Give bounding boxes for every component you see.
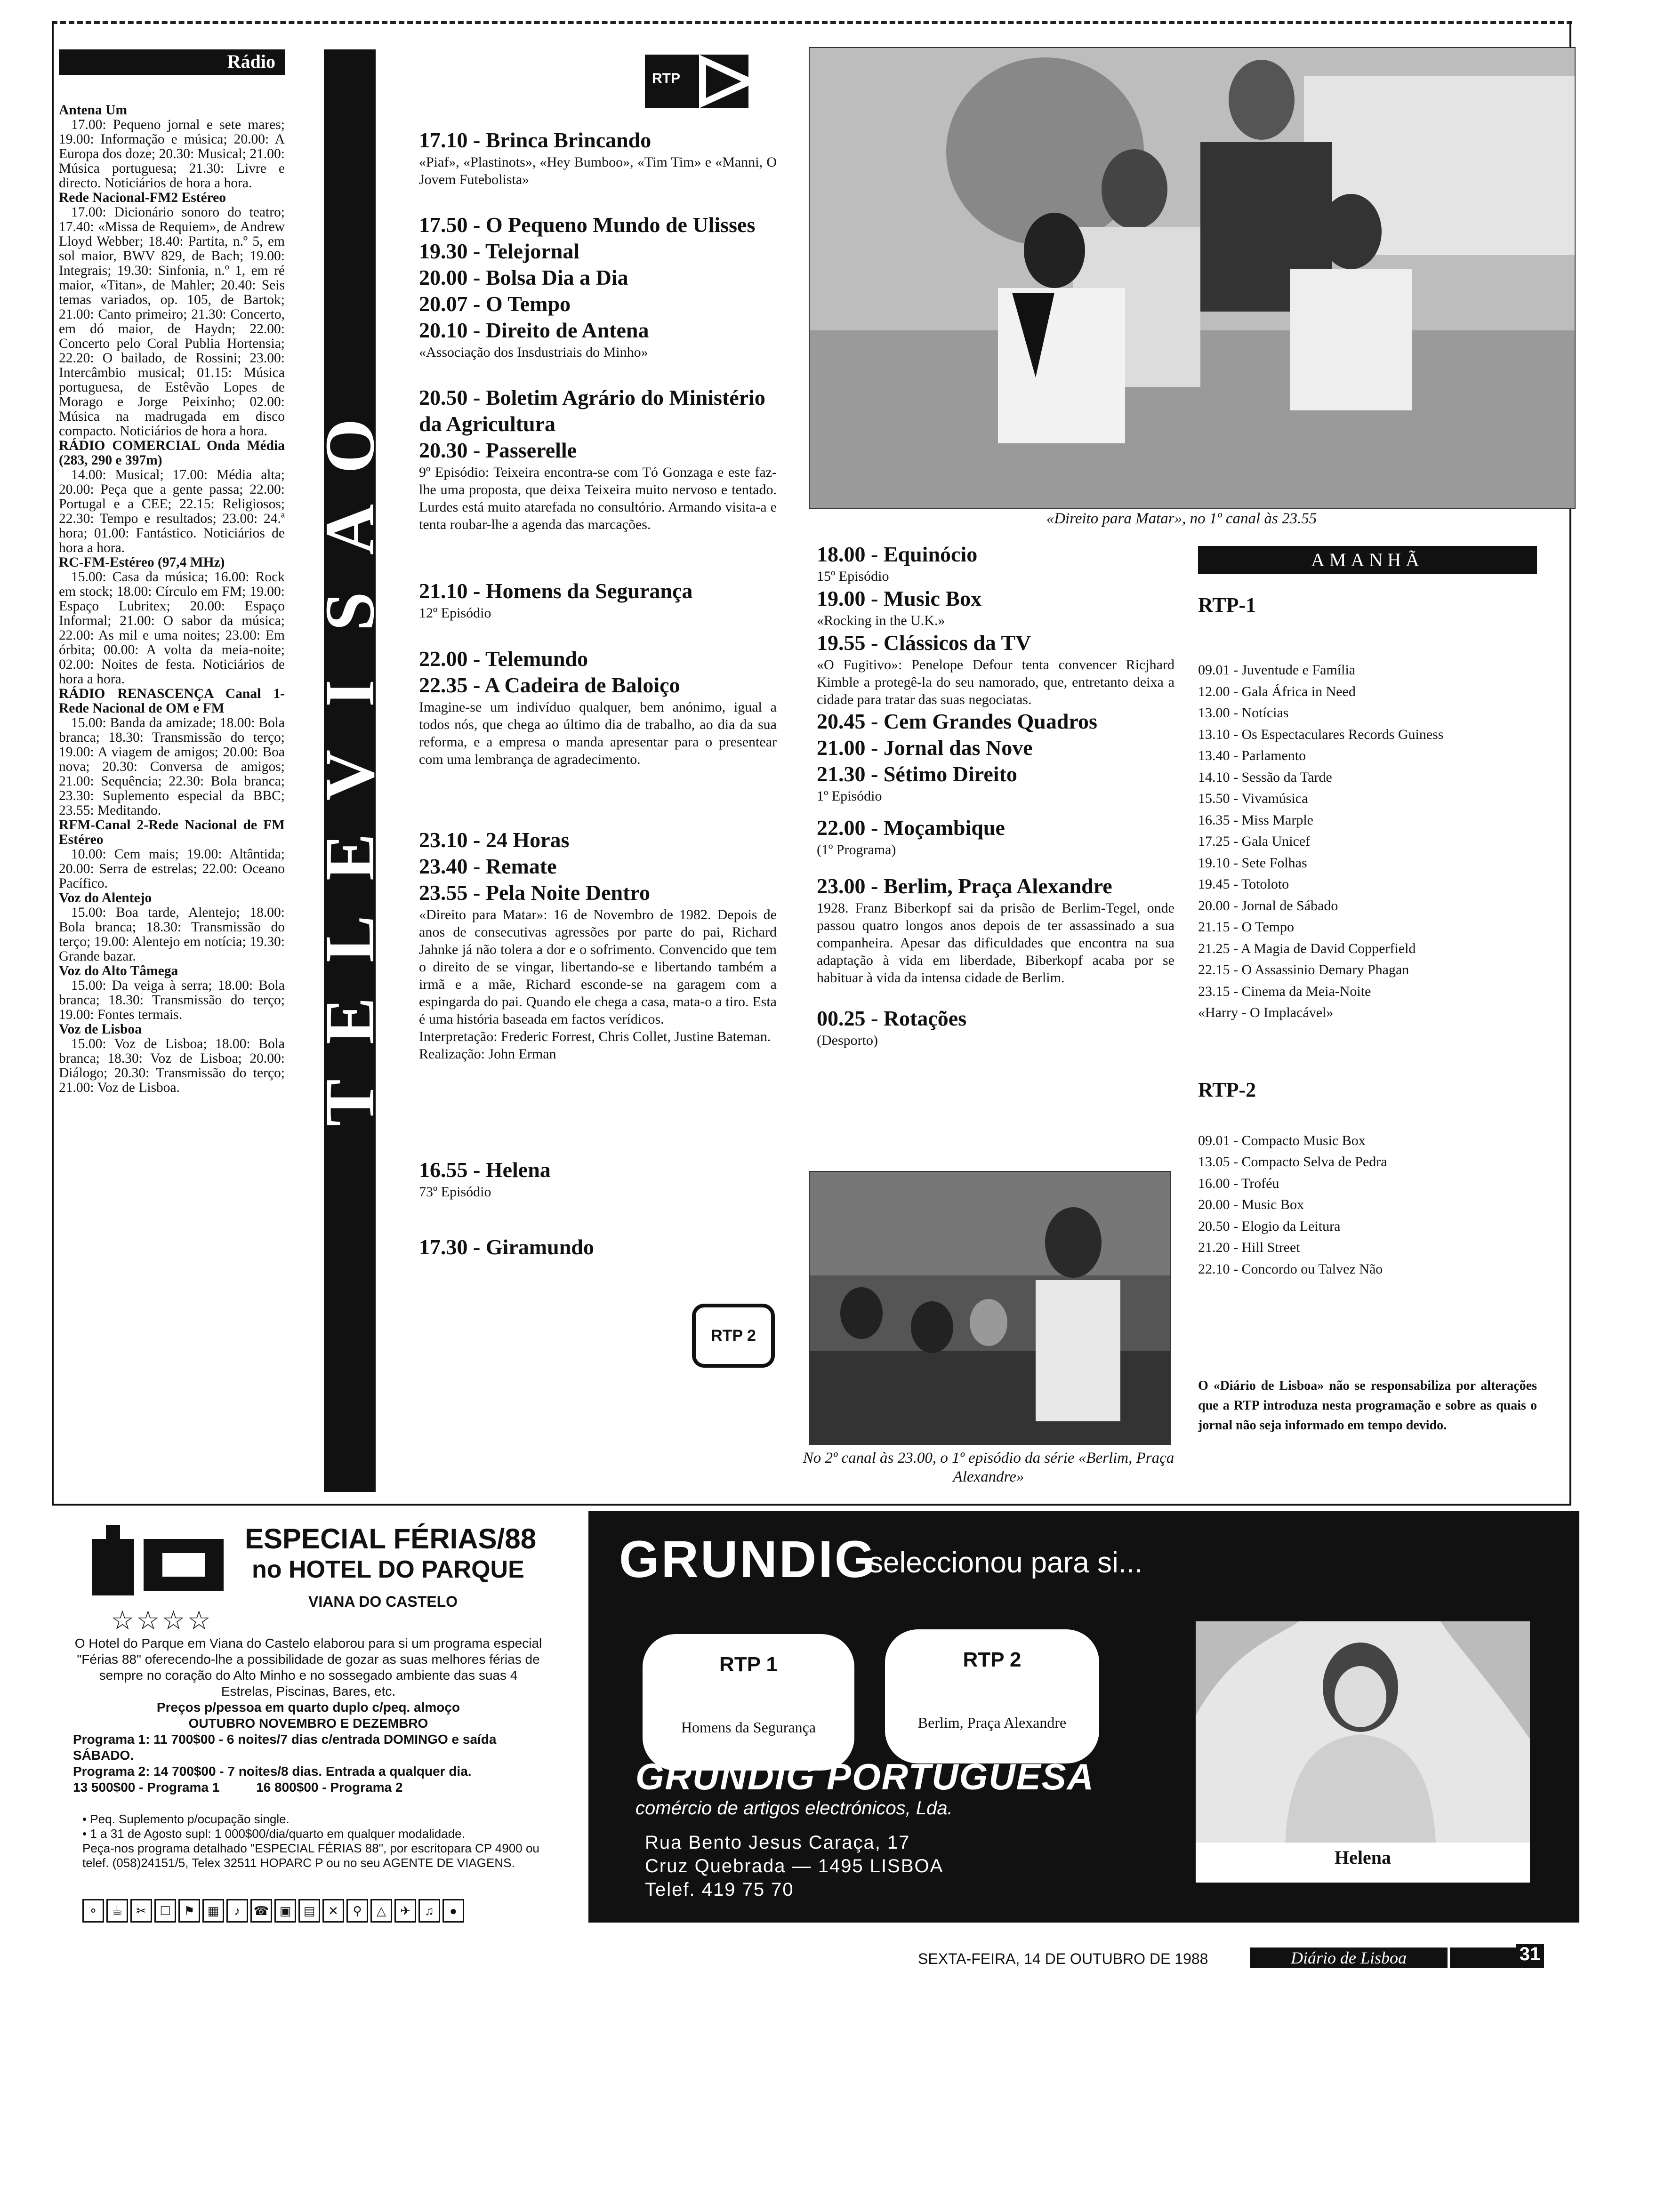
station-rc-fm: RC-FM-Estéreo (97,4 MHz) 15.00: Casa da música; 16.00: Rock em stock; 18.00: Círculo em FM; 19.00: Espaço Lubritex; 20.00: Espaço Informal; 21.00: O sabor da música; 22.00: As mil e uma noites; 23.00: Em órbita; 00.00: A volta da meia-noite; 02.00: Noites de festa. Noticiários de hora a hora.: [59, 555, 285, 687]
prog-homens-seguranca: 21.10 - Homens da Segurança: [419, 579, 693, 603]
prog-helena: 16.55 - Helena: [419, 1158, 551, 1182]
prog-rotacoes: 00.25 - Rotações: [817, 1006, 967, 1030]
prog-equinocio: 18.00 - Equinócio: [817, 542, 978, 566]
tv2-label: Berlim, Praça Alexandre: [917, 1714, 1067, 1731]
prog-boletim-agrario: 20.50 - Boletim Agrário do Ministério da Agricultura: [419, 385, 765, 436]
prog-setimo-direito: 21.30 - Sétimo Direito: [817, 762, 1017, 786]
tomorrow-list-item: 13.10 - Os Espectaculares Records Guiness: [1198, 726, 1444, 742]
banner-letter: V: [311, 749, 389, 801]
amenity-icon: ⚬: [82, 1899, 104, 1923]
radio-listings: [59, 103, 285, 1095]
hotel-parque-ad: [64, 1515, 548, 2024]
amenity-icon: ✕: [322, 1899, 344, 1923]
grundig-ad: [588, 1511, 1579, 1923]
prog-remate: 23.40 - Remate: [419, 854, 557, 878]
tomorrow-rtp1-list: [1198, 659, 1537, 1024]
footer-rule: [1450, 1948, 1516, 1968]
tomorrow-list-item: 12.00 - Gala África in Need: [1198, 683, 1356, 699]
prog-pequeno-mundo: 17.50 - O Pequeno Mundo de Ulisses: [419, 213, 756, 237]
grundig-brand: GRUNDIG: [619, 1531, 877, 1588]
prog-direito-antena: 20.10 - Direito de Antena: [419, 318, 649, 342]
photo2-caption: No 2º canal às 23.00, o 1º episódio da série «Berlim, Praça Alexandre»: [803, 1450, 1174, 1485]
helena-photo-image: [1196, 1621, 1530, 1843]
grundig-company-sub: comércio de artigos electrónicos, Lda.: [635, 1798, 953, 1819]
tomorrow-list-item: 20.00 - Jornal de Sábado: [1198, 898, 1338, 914]
station-renascenca: RÁDIO RENASCENÇA Canal 1-Rede Nacional de OM e FM 15.00: Banda da amizade; 18.00: Bola branca; 18.30: Transmissão do terço; 19.00: A viagem de amigos; 20.00: Boa nova; 20.30: Conversa de amigos; 21.00: Sequência; 22.30: Bola branca; 23.30: Suplemento especial da BBC; 23.55: Meditando.: [59, 686, 285, 818]
photo-direito-para-matar: [809, 47, 1576, 509]
disclaimer: O «Diário de Lisboa» não se responsabiliza por alterações que a RTP introduza nesta programação e sobre as quais o jornal não seja informado em tempo devido.: [1198, 1378, 1537, 1433]
station-voz-alto-tamega: Voz do Alto Tâmega 15.00: Da veiga à serra; 18.00: Bola branca; 18.30: Transmissão do terço; 19.00: Fontes termais.: [59, 963, 285, 1022]
amenity-icon: ♪: [226, 1899, 248, 1923]
rtp1-logo-text: RTP: [652, 71, 680, 86]
hotel-stars: ☆☆☆☆: [111, 1605, 213, 1635]
amenity-icon: ☕: [106, 1899, 128, 1923]
tv-screen-berlim: [885, 1629, 1099, 1763]
station-voz-alentejo: Voz do Alentejo 15.00: Boa tarde, Alentejo; 18.00: Bola branca; 18.30: Transmissão do terço; 19.00: Alentejo em notícia; 19.30: Grande bazar.: [59, 890, 285, 964]
banner-letter: E: [311, 997, 389, 1045]
photo-direito-para-matar-image: [810, 48, 1575, 508]
grundig-tagline: seleccionou para si...: [869, 1547, 1143, 1579]
rtp2-logo: RTP 2: [692, 1304, 775, 1368]
tomorrow-list-item: 16.00 - Troféu: [1198, 1175, 1279, 1191]
station-rfm: RFM-Canal 2-Rede Nacional de FM Estéreo 10.00: Cem mais; 19.00: Altântida; 20.00: Serra de estrelas; 22.00: Oceano Pacífico.: [59, 817, 285, 891]
tomorrow-rtp2-list: [1198, 1130, 1537, 1280]
prog-jornal-das-nove: 21.00 - Jornal das Nove: [817, 736, 1033, 760]
footer-masthead: Diário de Lisboa: [1250, 1948, 1448, 1968]
tomorrow-column: [1198, 546, 1537, 1435]
hotel-title: ESPECIAL FÉRIAS/88: [245, 1523, 537, 1555]
grundig-company: GRUNDIG PORTUGUESA: [635, 1756, 1094, 1797]
rtp1-schedule: 17.10 - Brinca Brincando «Piaf», «Plastinots», «Hey Bumboo», «Tim Tim» e «Manni, O Jovem Futebolista» 17.50 - O Pequeno Mundo de Ulisses 19.30 - Telejornal 20.00 - Bolsa Dia a Dia 20.07 - O Tempo 20.10 - Direito de Antena «Associação dos Insdustriais do Minho» 20.50 - Boletim Agrário do Ministério da Agricultura 20.30 - Passerelle 9º Episódio: Teixeira encontra-se com Tó Gonzaga e este faz-lhe uma proposta, que deixa Teixeira muito nervoso e tentado. Lurdes está muito atarefada no consultório. Armando visita-a e tenta roubar-lhe a agenda das marcações. 21.10 - Homens da Segurança 12º Episódio 22.00 - Telemundo 22.35 - A Cadeira de Baloiço Imagine-se um indivíduo qualquer, bem anónimo, igual a todos nós, que chega ao último dia de trabalho, ao dia da sua reforma, e a empresa o manda apresentar para o presentear com uma lembrança de agradecimento. 23.10 - 24 Horas 23.40 - Remate 23.55 - Pela Noite Dentro «Direito para Matar»: 16 de Novembro de 1982. Depois de anos de consecutivas agressões por parte do pai, Richard Jahnke já não tolera a dor e o sofrimento. Convencido que tem o direito de se vingar, libertando-se e libertando também a irmã e a mãe, Richard esconde-se na garagem com a espingarda do pai. Quando ele chega a casa, mata-o a tiro. Esta é uma história baseada em factos verídicos. Interpretação: Frederic Forrest, Chris Collet, Justine Bateman. Realização: John Erman 16.55 - Helena 73º Episódio 17.30 - Giramundo: [419, 127, 777, 1260]
photo1-caption: «Direito para Matar», no 1º canal às 23.55: [1046, 510, 1317, 527]
amenity-icon: ▣: [274, 1899, 296, 1923]
amenity-icon: ⚲: [346, 1899, 368, 1923]
station-comercial: RÁDIO COMERCIAL Onda Média (283, 290 e 397m) 14.00: Musical; 17.00: Média alta; 20.00: Peça que a gente passa; 22.00: Portugal e a CEE; 22.15: Religiosos; 22.30: Tempo e resultados; 23.00: 24.ª hora; 01.00: Fantástico. Noticiários de hora a hora.: [59, 438, 285, 555]
page-footer: [904, 1944, 1586, 1977]
prog-music-box: 19.00 - Music Box: [817, 586, 982, 610]
amenity-icon: ☎: [250, 1899, 272, 1923]
tomorrow-list-item: 22.10 - Concordo ou Talvez Não: [1198, 1261, 1383, 1277]
hotel-logo: [92, 1525, 228, 1595]
banner-letter: Ã: [311, 504, 389, 555]
grundig-helena-photo: [1196, 1621, 1530, 1883]
tomorrow-list-item: 16.35 - Miss Marple: [1198, 812, 1313, 828]
prog-telemundo: 22.00 - Telemundo: [419, 647, 588, 671]
tomorrow-list-item: 19.10 - Sete Folhas: [1198, 855, 1307, 871]
hotel-fine-print: • Peq. Suplemento p/ocupação single. • 1 a 31 de Agosto supl: 1 000$00/dia/quarto em qualquer modalidade. Peça-nos programa detalhado "ESPECIAL FÉRIAS 88", por escritopara CP 4900 ou telef. (058)24151/5, Telex 32511 HOPARC P ou no seu AGENTE DE VIAGENS.: [82, 1812, 539, 1870]
television-banner-word: [311, 49, 389, 1492]
tomorrow-list-item: 13.40 - Parlamento: [1198, 748, 1306, 763]
tomorrow-list-item: «Harry - O Implacável»: [1198, 1005, 1334, 1020]
tomorrow-list-item: 13.00 - Notícias: [1198, 705, 1289, 721]
banner-letter: L: [311, 915, 389, 963]
prog-cadeira-baloico: 22.35 - A Cadeira de Baloiço: [419, 673, 680, 697]
television-banner: [311, 49, 389, 1492]
tomorrow-list-item: 20.50 - Elogio da Leitura: [1198, 1218, 1341, 1234]
hotel-body: O Hotel do Parque em Viana do Castelo elaborou para si um programa especial "Férias 88" oferecendo-lhe a possibilidade de gozar as suas melhores férias de sempre no coração do Alto Minho e no sossegado ambiente das suas 4 Estrelas, Piscinas, Bares, etc. Preços p/pessoa em quarto duplo c/peq. almoço OUTUBRO NOVEMBRO E DEZEMBRO Programa 1: 11 700$00 - 6 noites/7 dias c/entrada DOMINGO e saída SÁBADO. Programa 2: 14 700$00 - 7 noites/8 dias. Entrada a qualquer dia. 13 500$00 - Programa 1 16 800$00 - Programa 2: [73, 1636, 542, 1795]
grundig-address: Rua Bento Jesus Caraça, 17 Cruz Quebrada — 1495 LISBOA Telef. 419 75 70: [645, 1832, 944, 1900]
tomorrow-list-item: 17.25 - Gala Unicef: [1198, 834, 1311, 849]
prog-mocambique: 22.00 - Moçambique: [817, 816, 1005, 840]
rtp1-logo: [643, 51, 760, 112]
station-fm2: Rede Nacional-FM2 Estéreo 17.00: Dicionário sonoro do teatro; 17.40: «Missa de Requiem», de Andrew Lloyd Webber; 18.40: Partita, n.º 5, em sol maior, BWV 829, de Bach; 19.00: Integrais; 19.30: Sinfonia, n.º 1, em ré maior, «Titan», de Mahler; 20.40: Seis temas variados, op. 105, de Bartok; 21.00: Canto primeiro; 21.30: Concerto, em dó maior, de Haydn; 22.00: Concerto pelo Coral Publia Hortensia; 22.20: O bailado, de Rossini; 23.00: Intercâmbio musical; 01.15: Música portuguesa, de Estêvão Lopes de Morago e Jorge Peixinho; 02.00: Música na madrugada em disco compacto. Noticiários de hora a hora.: [59, 190, 285, 439]
tomorrow-list-item: 14.10 - Sessão da Tarde: [1198, 769, 1332, 785]
tomorrow-rtp2-title: RTP-2: [1198, 1078, 1256, 1101]
hotel-logo-icon: [92, 1525, 228, 1595]
tomorrow-list-item: 21.20 - Hill Street: [1198, 1240, 1300, 1255]
hotel-amenity-icons: [82, 1899, 464, 1923]
banner-letter: S: [311, 592, 389, 631]
tomorrow-list-item: 09.01 - Juventude e Família: [1198, 662, 1356, 678]
radio-column: [59, 49, 285, 1499]
station-antena-um: Antena Um 17.00: Pequeno jornal e sete mares; 19.00: Informação e música; 20.00: A Europa dos doze; 20.30: Musical; 21.00: Música portuguesa; 21.30: Livre e directo. Noticiários de hora a hora.: [59, 103, 285, 191]
tomorrow-list-item: 22.15 - O Assassinio Demary Phagan: [1198, 962, 1409, 978]
prog-telejornal: 19.30 - Telejornal: [419, 239, 580, 263]
amenity-icon: ⚑: [178, 1899, 200, 1923]
footer-page-number: 31: [1516, 1944, 1544, 1968]
banner-letter: I: [311, 679, 389, 707]
amenity-icon: ▦: [202, 1899, 224, 1923]
tomorrow-list-item: 19.45 - Totoloto: [1198, 876, 1289, 892]
tomorrow-list-item: 09.01 - Compacto Music Box: [1198, 1132, 1366, 1148]
amenity-icon: ☐: [154, 1899, 176, 1923]
amenity-icon: ●: [442, 1899, 464, 1923]
prog-berlim: 23.00 - Berlim, Praça Alexandre: [817, 874, 1112, 898]
hotel-subtitle: no HOTEL DO PARQUE: [252, 1556, 524, 1583]
amenity-icon: ♫: [418, 1899, 440, 1923]
tomorrow-list-item: 21.25 - A Magia de David Copperfield: [1198, 940, 1416, 956]
amenity-icon: ✈: [394, 1899, 416, 1923]
prog-passerelle: 20.30 - Passerelle: [419, 438, 577, 462]
amenity-icon: △: [370, 1899, 392, 1923]
prog-24-horas: 23.10 - 24 Horas: [419, 828, 570, 852]
radio-header: Rádio: [59, 49, 285, 75]
photo-berlim: [809, 1171, 1171, 1445]
tomorrow-list-item: 20.00 - Music Box: [1198, 1197, 1304, 1212]
tomorrow-rtp1-title: RTP-1: [1198, 593, 1256, 617]
prog-classicos-tv: 19.55 - Clássicos da TV: [817, 631, 1031, 655]
tv1-logo: RTP 1: [719, 1653, 778, 1676]
banner-letter: O: [311, 418, 389, 473]
tomorrow-list-item: 15.50 - Vivamúsica: [1198, 791, 1308, 806]
prog-pela-noite-dentro: 23.55 - Pela Noite Dentro: [419, 881, 650, 905]
tomorrow-header: AMANHÃ: [1198, 546, 1537, 574]
tv-screen-homens: [643, 1634, 854, 1771]
prog-giramundo: 17.30 - Giramundo: [419, 1235, 594, 1259]
footer-date: SEXTA-FEIRA, 14 DE OUTUBRO DE 1988: [918, 1950, 1208, 1967]
tomorrow-list-item: 13.05 - Compacto Selva de Pedra: [1198, 1154, 1387, 1170]
banner-letter: E: [311, 833, 389, 881]
prog-cem-grandes-quadros: 20.45 - Cem Grandes Quadros: [817, 709, 1097, 733]
amenity-icon: ✂: [130, 1899, 152, 1923]
tomorrow-list-item: 21.15 - O Tempo: [1198, 919, 1294, 935]
rtp2-schedule: 18.00 - Equinócio 15º Episódio 19.00 - Music Box «Rocking in the U.K.» 19.55 - Clássicos da TV «O Fugitivo»: Penelope Defour tenta convencer Ricjhard Kimble a protegê-la do seu namorado, que, entretanto deixa a cidade para tratar das suas negociatas. 20.45 - Cem Grandes Quadros 21.00 - Jornal das Nove 21.30 - Sétimo Direito 1º Episódio 22.00 - Moçambique (1º Programa) 23.00 - Berlim, Praça Alexandre 1928. Franz Biberkopf sai da prisão de Berlim-Tegel, onde passou quatro longos anos depois de ter assassinado a sua companheira. Apesar das dificuldades que encontra na sua adaptação à vida em liberdade, Biberkopf acaba por se habituar à vida da intensa cidade de Berlim. 00.25 - Rotações (Desporto): [817, 542, 1174, 1048]
station-voz-lisboa: Voz de Lisboa 15.00: Voz de Lisboa; 18.00: Bola branca; 18.30: Voz de Lisboa; 20.00: Diálogo; 20.30: Transmissão do terço; 21.00: Voz de Lisboa.: [59, 1022, 285, 1095]
tv2-logo: RTP 2: [963, 1648, 1022, 1671]
prog-tempo: 20.07 - O Tempo: [419, 292, 571, 316]
helena-photo-label: Helena: [1335, 1847, 1391, 1868]
hotel-city: VIANA DO CASTELO: [308, 1593, 458, 1610]
banner-letter: T: [311, 1079, 389, 1127]
prog-brinca-brincando: 17.10 - Brinca Brincando: [419, 128, 652, 152]
prog-bolsa: 20.00 - Bolsa Dia a Dia: [419, 265, 628, 289]
amenity-icon: ▤: [298, 1899, 320, 1923]
photo-berlim-image: [810, 1172, 1170, 1444]
tomorrow-list-item: 23.15 - Cinema da Meia-Noite: [1198, 983, 1371, 999]
tv1-label: Homens da Segurança: [681, 1719, 816, 1736]
